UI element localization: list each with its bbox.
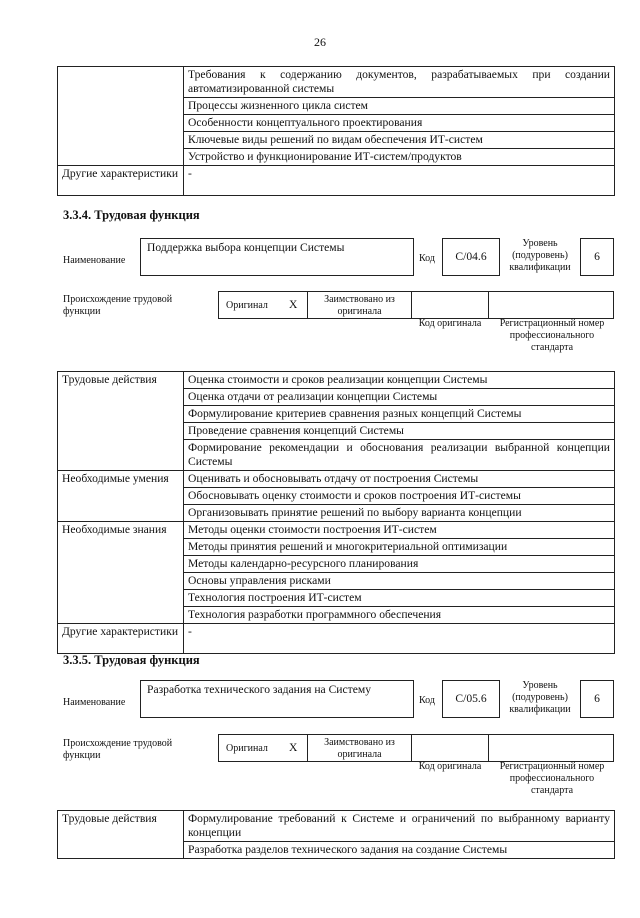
code-label: Код xyxy=(419,695,435,706)
table-cell: Особенности концептуального проектирования xyxy=(184,115,615,132)
origin-code-box xyxy=(411,291,489,319)
table-row xyxy=(58,166,615,196)
function-name-box: Поддержка выбора концепции Системы xyxy=(140,238,414,276)
row-label: Трудовые действия xyxy=(58,372,184,471)
table-cell: Технология разработки программного обеспечения xyxy=(184,607,615,624)
function-name-box: Разработка технического задания на Систему xyxy=(140,680,414,718)
origin-code-caption: Код оригинала xyxy=(418,318,482,329)
empty-label-cell xyxy=(58,67,184,166)
table-cell: Технология построения ИТ-систем xyxy=(184,590,615,607)
table-cell: Обосновывать оценку стоимости и сроков построения ИТ-системы xyxy=(184,488,615,505)
table-cell: Методы календарно-ресурсного планирования xyxy=(184,556,615,573)
table-cell: Устройство и функционирование ИТ-систем/продуктов xyxy=(184,149,615,166)
original-label: Оригинал xyxy=(226,300,268,311)
table-cell: Ключевые виды решений по видам обеспечения ИТ-систем xyxy=(184,132,615,149)
table-cell: Организовывать принятие решений по выбору варианта концепции xyxy=(184,505,615,522)
table-cell: Проведение сравнения концепций Системы xyxy=(184,423,615,440)
table-cell: Процессы жизненного цикла систем xyxy=(184,98,615,115)
original-mark: X xyxy=(289,741,298,754)
section-title: 3.3.4. Трудовая функция xyxy=(63,208,200,222)
table-row xyxy=(58,522,615,539)
code-label: Код xyxy=(419,253,435,264)
table-cell: Оценка стоимости и сроков реализации концепции Системы xyxy=(184,372,615,389)
table-cell: Оценивать и обосновывать отдачу от построения Системы xyxy=(184,471,615,488)
origin-label: Происхождение трудовой функции xyxy=(63,738,173,761)
table-row xyxy=(58,67,615,98)
origin-code-caption: Код оригинала xyxy=(418,761,482,772)
row-label: Трудовые действия xyxy=(58,811,184,859)
level-label: Уровень (подуровень) квалификации xyxy=(509,680,571,715)
row-label: Другие характеристики xyxy=(58,166,184,196)
code-box: C/05.6 xyxy=(442,680,500,718)
table-cell: - xyxy=(184,166,615,196)
reg-number-box xyxy=(488,734,614,762)
code-box: C/04.6 xyxy=(442,238,500,276)
table-row xyxy=(58,624,615,654)
page-number: 26 xyxy=(314,35,326,49)
reg-number-caption: Регистрационный номер профессионального стандарта xyxy=(499,761,605,796)
table-cell: Требования к содержанию документов, разрабатываемых при создании автоматизированной системы xyxy=(184,67,615,98)
table-cell: Формирование рекомендации и обоснования реализации выбранной концепции Системы xyxy=(184,440,615,471)
name-label: Наименование xyxy=(63,255,126,266)
level-box: 6 xyxy=(580,680,614,718)
table-row xyxy=(58,471,615,488)
row-label: Другие характеристики xyxy=(58,624,184,654)
borrowed-box: Заимствовано из оригинала xyxy=(307,734,412,762)
table-row xyxy=(58,372,615,389)
function-table xyxy=(57,810,615,859)
row-label: Необходимые умения xyxy=(58,471,184,522)
reg-number-box xyxy=(488,291,614,319)
function-table xyxy=(57,371,615,654)
origin-code-box xyxy=(411,734,489,762)
top-table xyxy=(57,66,615,196)
table-cell: Разработка разделов технического задания на создание Системы xyxy=(184,842,615,859)
table-cell: Формулирование критериев сравнения разных концепций Системы xyxy=(184,406,615,423)
table-cell: Основы управления рисками xyxy=(184,573,615,590)
origin-label: Происхождение трудовой функции xyxy=(63,294,173,317)
table-cell: - xyxy=(184,624,615,654)
table-cell: Методы оценки стоимости построения ИТ-систем xyxy=(184,522,615,539)
table-cell: Оценка отдачи от реализации концепции Системы xyxy=(184,389,615,406)
borrowed-box: Заимствовано из оригинала xyxy=(307,291,412,319)
original-mark: X xyxy=(289,298,298,311)
name-label: Наименование xyxy=(63,697,126,708)
original-label: Оригинал xyxy=(226,743,268,754)
table-cell: Методы принятия решений и многокритериальной оптимизации xyxy=(184,539,615,556)
original-box xyxy=(218,734,308,762)
row-label: Необходимые знания xyxy=(58,522,184,624)
level-box: 6 xyxy=(580,238,614,276)
table-cell: Формулирование требований к Системе и ограничений по выбранному варианту концепции xyxy=(184,811,615,842)
reg-number-caption: Регистрационный номер профессионального стандарта xyxy=(499,318,605,353)
section-title: 3.3.5. Трудовая функция xyxy=(63,653,200,667)
table-row xyxy=(58,811,615,842)
original-box xyxy=(218,291,308,319)
level-label: Уровень (подуровень) квалификации xyxy=(509,238,571,273)
